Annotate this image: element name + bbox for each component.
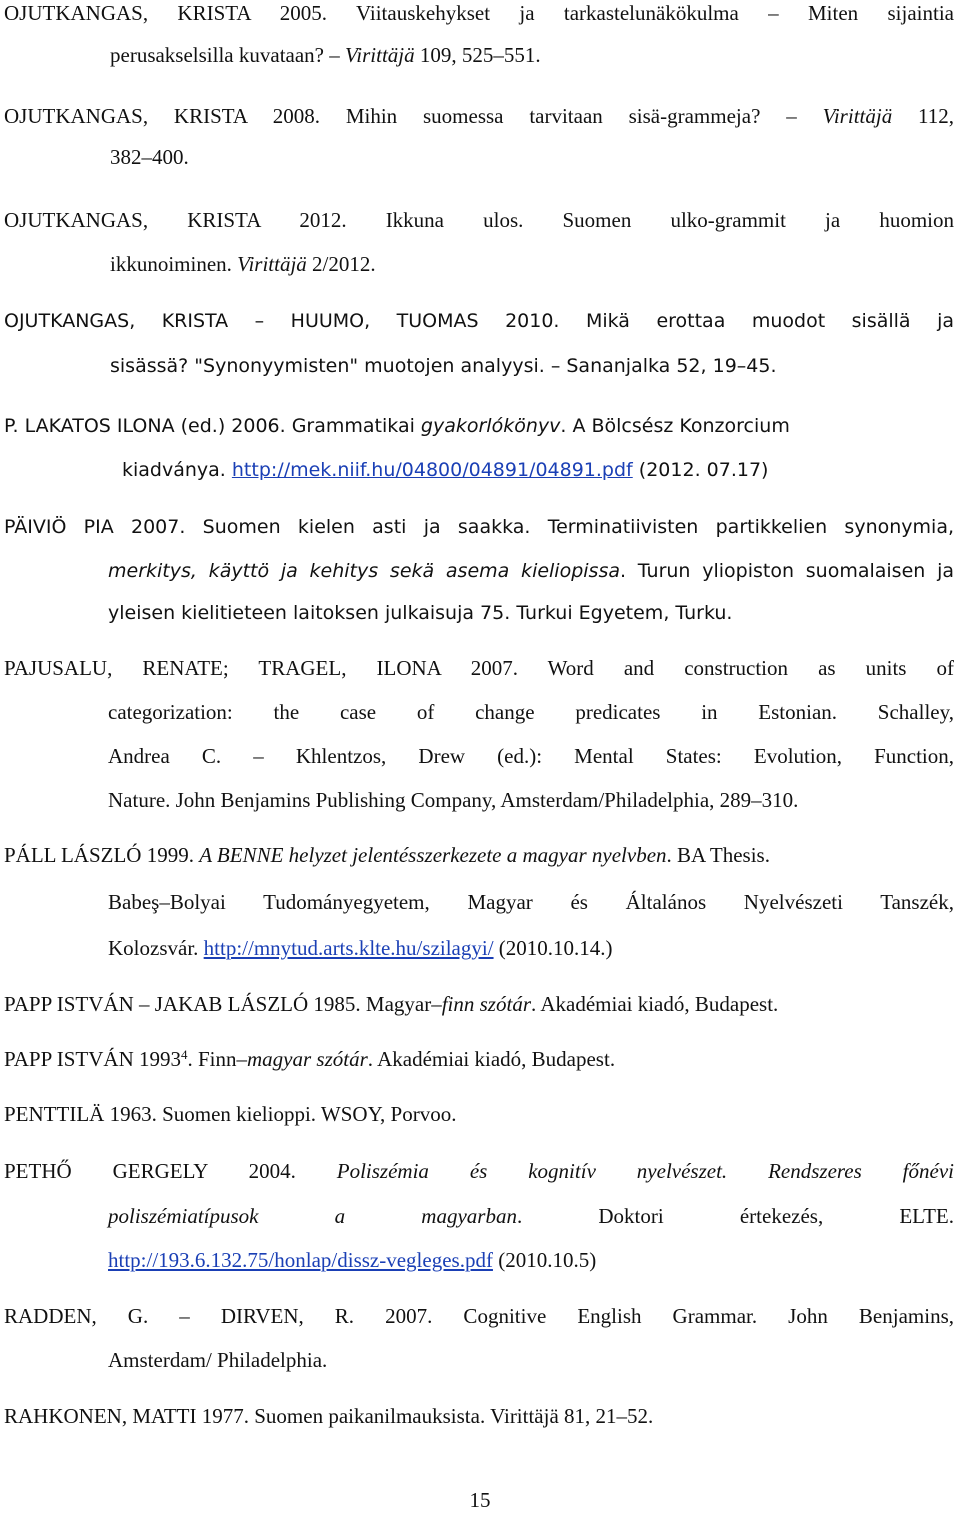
reference-line: yleisen kielitieteen laitoksen julkaisuja 75. Turkui Egyetem, Turku. (108, 602, 733, 624)
reference-line: OJUTKANGAS, KRISTA 2005. Viitauskehykset ja tarkastelunäkökulma – Miten sijaintia (4, 1, 954, 25)
reference-line: OJUTKANGAS, KRISTA 2012. Ikkuna ulos. Suomen ulko-grammit ja huomion (4, 208, 954, 232)
reference-line: PÄIVIÖ PIA 2007. Suomen kielen asti ja saakka. Terminatiivisten partikkelien synonymia, (4, 516, 954, 538)
reference-line: Babeş–Bolyai Tudományegyetem, Magyar és Általános Nyelvészeti Tanszék, (108, 890, 954, 914)
reference-line: PAPP ISTVÁN 1993$^4$. Finn–magyar szótár. Akadémiai kiadó, Budapest. (4, 1047, 616, 1071)
reference-line: categorization: the case of change predicates in Estonian. Schalley, (108, 700, 954, 724)
reference-line: perusakselsilla kuvataan? – Virittäjä 109, 525–551. (110, 43, 541, 67)
reference-line: ikkunoiminen. Virittäjä 2/2012. (110, 252, 376, 276)
reference-line: Nature. John Benjamins Publishing Company, Amsterdam/Philadelphia, 289–310. (108, 788, 799, 812)
reference-line: PETHŐ GERGELY 2004. Poliszémia és kognitív nyelvészet. Rendszeres főnévi (4, 1159, 954, 1183)
reference-line: PAPP ISTVÁN – JAKAB LÁSZLÓ 1985. Magyar–finn szótár. Akadémiai kiadó, Budapest. (4, 992, 779, 1016)
reference-line: sisässä? "Synonyymisten" muotojen analyysi. – Sananjalka 52, 19–45. (110, 355, 777, 377)
reference-link[interactable]: http://193.6.132.75/honlap/dissz-vegleges.pdf (108, 1248, 493, 1272)
reference-line: P. LAKATOS ILONA (ed.) 2006. Grammatikai gyakorlókönyv. A Bölcsész Konzorcium (4, 415, 790, 437)
reference-line: OJUTKANGAS, KRISTA 2008. Mihin suomessa tarvitaan sisä-grammeja? – Virittäjä 112, (4, 104, 955, 128)
reference-line: poliszémiatípusok a magyarban. Doktori értekezés, ELTE. (108, 1204, 954, 1228)
reference-line: RAHKONEN, MATTI 1977. Suomen paikanilmauksista. Virittäjä 81, 21–52. (4, 1404, 654, 1428)
reference-line: RADDEN, G. – DIRVEN, R. 2007. Cognitive English Grammar. John Benjamins, (4, 1304, 954, 1328)
reference-line: Amsterdam/ Philadelphia. (108, 1348, 328, 1372)
reference-line: Andrea C. – Khlentzos, Drew (ed.): Mental States: Evolution, Function, (108, 744, 954, 768)
edition-superscript: 4 (181, 1047, 188, 1062)
reference-line: OJUTKANGAS, KRISTA – HUUMO, TUOMAS 2010. Mikä erottaa muodot sisällä ja (4, 310, 954, 332)
page-number: 15 (469, 1488, 491, 1512)
reference-link[interactable]: http://mek.niif.hu/04800/04891/04891.pdf (231, 459, 633, 481)
reference-line: PENTTILÄ 1963. Suomen kielioppi. WSOY, Porvoo. (4, 1102, 457, 1126)
reference-line: kiadványa. http://mek.niif.hu/04800/04891/04891.pdf (2012. 07.17) (122, 459, 769, 481)
reference-line: http://193.6.132.75/honlap/dissz-vegleges.pdf (2010.10.5) (108, 1248, 597, 1272)
reference-line: merkitys, käyttö ja kehitys sekä asema kieliopissa. Turun yliopiston suomalaisen ja (108, 560, 955, 582)
reference-line: 382–400. (110, 145, 189, 169)
reference-line: PAJUSALU, RENATE; TRAGEL, ILONA 2007. Word and construction as units of (4, 656, 954, 680)
reference-link[interactable]: http://mnytud.arts.klte.hu/szilagyi/ (203, 936, 494, 960)
reference-line: PÁLL LÁSZLÓ 1999. A BENNE helyzet jelentésszerkezete a magyar nyelvben. BA Thesis. (4, 843, 770, 867)
reference-line: Kolozsvár. http://mnytud.arts.klte.hu/szilagyi/ (2010.10.14.) (108, 936, 613, 960)
